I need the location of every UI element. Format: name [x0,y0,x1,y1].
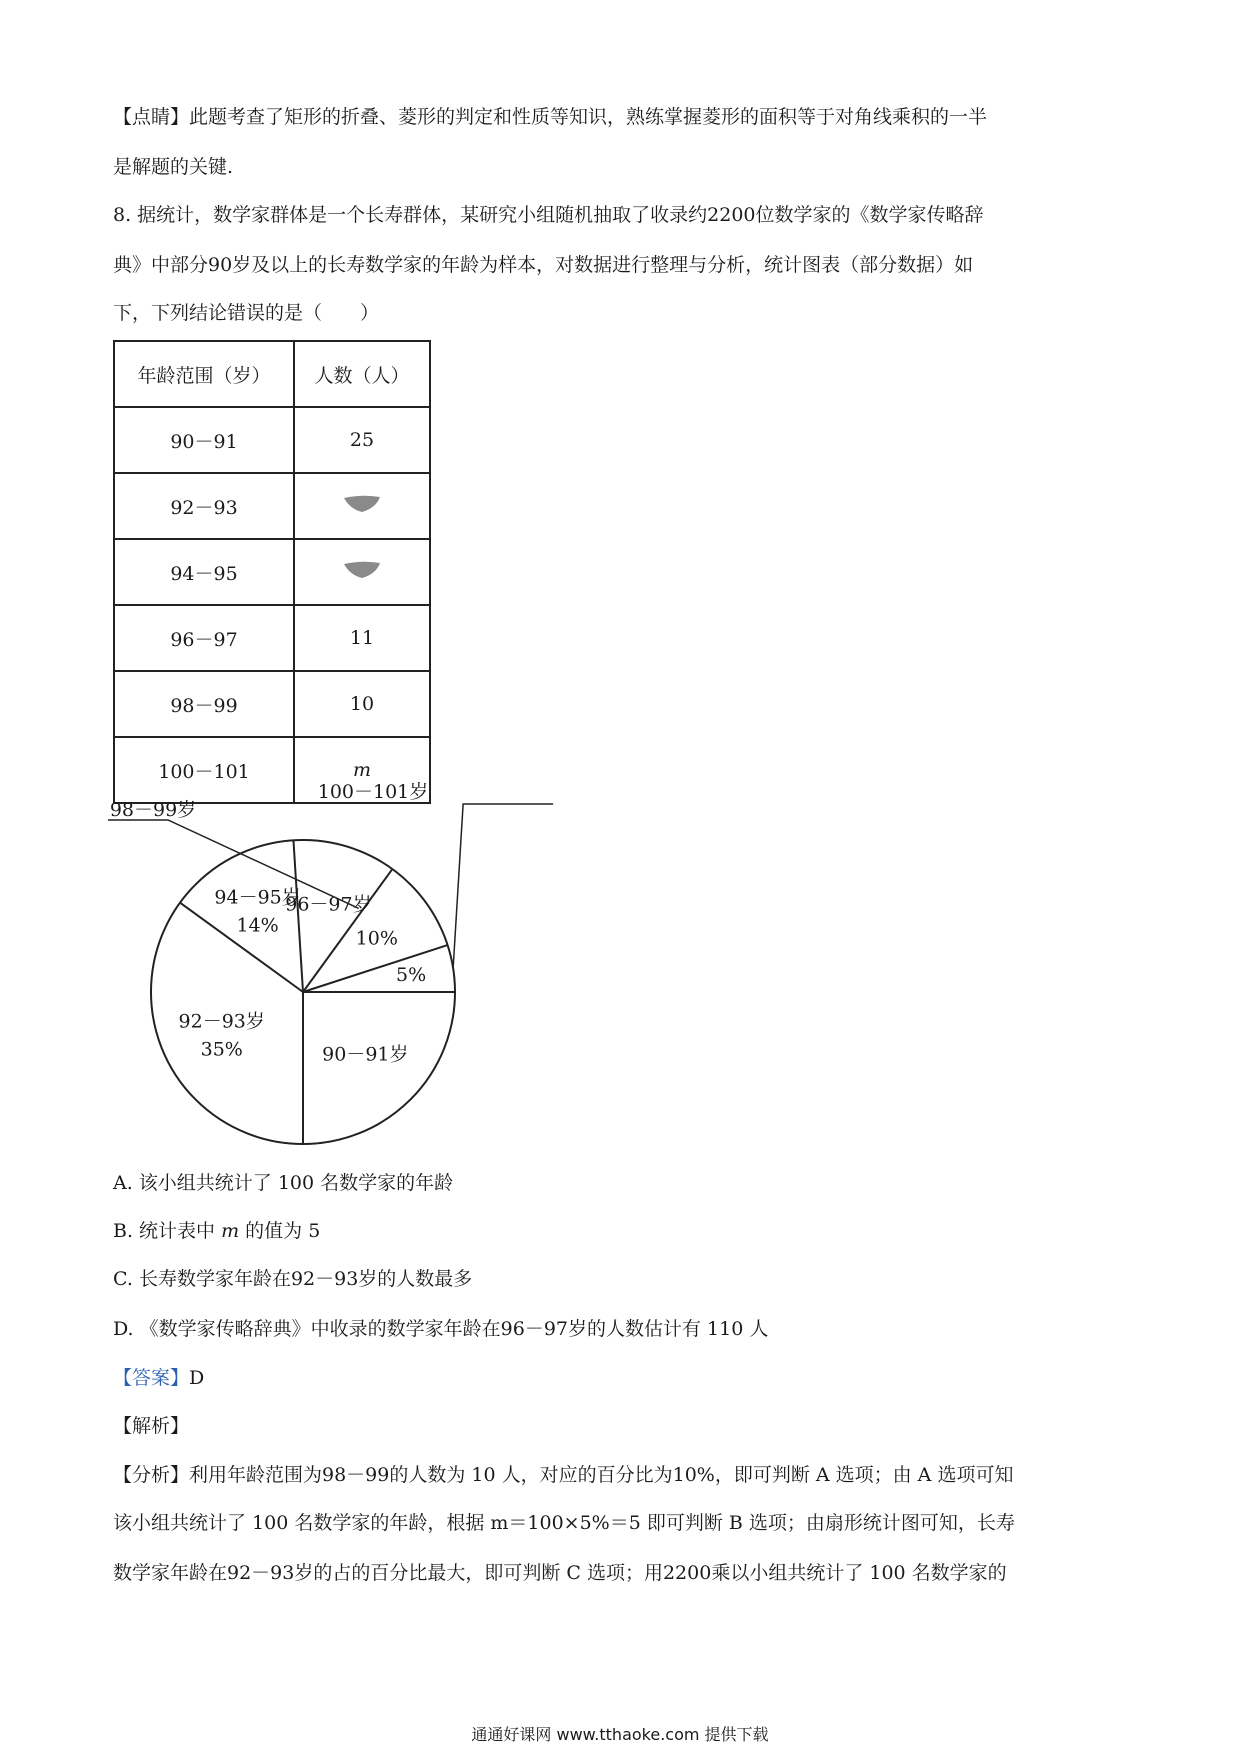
table-cell-range: 94－95 [114,539,294,605]
pie-slice-percent: 10% [355,927,398,950]
table-cell-range: 90－91 [114,407,294,473]
pie-slice-percent: 14% [236,914,279,937]
table-cell-count-obscured [294,539,430,605]
option-d: D. 《数学家传略辞典》中收录的数学家年龄在96－97岁的人数估计有 110 人 [113,1318,769,1340]
question-line-2: 典》中部分90岁及以上的长寿数学家的年龄为样本，对数据进行整理与分析，统计图表（部分数据）如 [113,254,974,276]
pie-slice-percent: 35% [200,1038,243,1061]
pie-slice-label: 100－101岁 [317,781,429,803]
table-header-row [114,341,430,407]
option-b-variable: m [221,1220,240,1242]
statistics-table [113,340,431,804]
table-row [114,605,430,671]
pie-slice-label: 90－91岁 [322,1043,409,1066]
option-b [113,1218,320,1244]
ink-blot-icon [342,494,382,514]
answer-line [113,1365,204,1391]
table-row [114,473,430,539]
analysis-title: 【解析】 [113,1415,190,1437]
pie-slice-label: 98－99岁 [109,799,197,821]
option-b-prefix: B. 统计表中 [113,1220,216,1242]
page-footer: 通通好课网 www.tthaoke.com 提供下载 [471,1725,769,1744]
variable-m: m [352,759,372,781]
table-header-range: 年龄范围（岁） [114,341,294,407]
option-a: A. 该小组共统计了 100 名数学家的年龄 [113,1172,454,1194]
pie-slice-percent: 5% [396,963,427,986]
analysis-line-2: 该小组共统计了 100 名数学家的年龄，根据 m＝100×5%＝5 即可判断 B 选项；由扇形统计图可知，长寿 [113,1512,1015,1534]
intro-line-2: 是解题的关键. [113,156,234,178]
answer-value: D [189,1367,205,1389]
table-row [114,539,430,605]
table-row [114,407,430,473]
table-cell-range: 98－99 [114,671,294,737]
pie-slice-label: 92－93岁 [178,1010,265,1033]
table-cell-range: 96－97 [114,605,294,671]
option-b-suffix: 的值为 5 [245,1220,321,1242]
table-cell-count-obscured [294,473,430,539]
pie-leader-line [453,804,553,968]
table-cell-count: 10 [294,671,430,737]
pie-slice-label: 96－97岁 [285,893,372,916]
table-cell-range: 92－93 [114,473,294,539]
pie-slice-label: 94－95岁 [214,886,301,909]
question-line-1: 8. 据统计，数学家群体是一个长寿群体，某研究小组随机抽取了收录约2200位数学家的《数学家传略辞 [113,204,984,226]
table-cell-count: 11 [294,605,430,671]
analysis-line-1: 【分析】利用年龄范围为98－99的人数为 10 人，对应的百分比为10%，即可判断 A 选项；由 A 选项可知 [113,1464,1014,1486]
pie-chart [108,781,488,1172]
ink-blot-icon [342,560,382,580]
question-line-3: 下，下列结论错误的是（ ） [113,302,380,324]
answer-label: 【答案】 [113,1367,190,1389]
analysis-line-3: 数学家年龄在92－93岁的占的百分比最大，即可判断 C 选项；用2200乘以小组共统计了 100 名数学家的 [113,1562,1007,1584]
table-row [114,671,430,737]
table-cell-range: 100－101 [114,737,294,803]
intro-line-1: 【点睛】此题考查了矩形的折叠、菱形的判定和性质等知识，熟练掌握菱形的面积等于对角线乘积的一半 [113,106,988,128]
table-header-count: 人数（人） [294,341,430,407]
table-cell-count: 25 [294,407,430,473]
option-c: C. 长寿数学家年龄在92－93岁的人数最多 [113,1268,473,1290]
